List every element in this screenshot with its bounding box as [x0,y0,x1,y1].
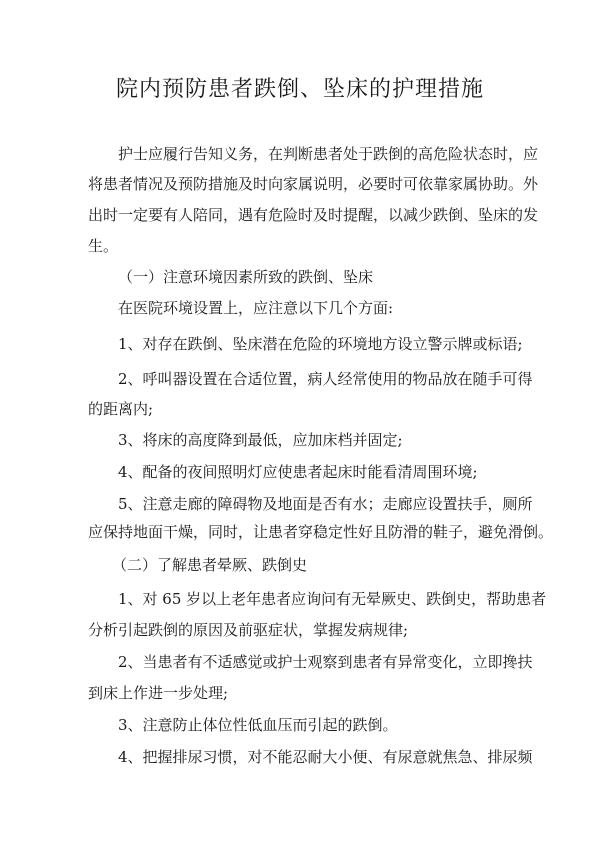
paragraph-line: 在医院环境设置上，应注意以下几个方面: [118,299,394,317]
list-item-continuation: 应保持地面干燥，同时，让患者穿稳定性好且防滑的鞋子，避免滑倒。 [88,523,554,541]
list-item: 4、把握排尿习惯，对不能忍耐大小便、有尿意就焦急、排尿频 [118,748,533,766]
paragraph-line: 护士应履行告知义务，在判断患者处于跌倒的高危险状态时，应 [118,145,539,163]
paragraph-line: 生。 [88,237,119,255]
list-item: 3、将床的高度降到最低，应加床档并固定; [118,431,403,449]
list-item: 4、配备的夜间照明灯应使患者起床时能看清周围环境; [118,463,478,481]
list-item: 1、对存在跌倒、坠床潜在危险的环境地方设立警示牌或标语; [118,335,523,353]
section-heading: （二）了解患者晕厥、跌倒史 [112,556,308,574]
paragraph-line: 将患者情况及预防措施及时向家属说明，必要时可依靠家属协助。外 [88,175,539,193]
list-item-continuation: 的距离内; [88,400,154,418]
list-item: 5、注意走廊的障碍物及地面是否有水；走廊应设置扶手，厕所 [118,495,533,513]
list-item-continuation: 到床上作进一步处理; [88,684,229,702]
list-item: 2、当患者有不适感觉或护士观察到患者有异常变化，立即搀扶 [118,653,533,671]
list-item: 1、对 65 岁以上老年患者应询问有无晕厥史、跌倒史，帮助患者 [118,590,547,608]
list-item-continuation: 分析引起跌倒的原因及前驱症状，掌握发病规律; [88,621,409,639]
document-title: 院内预防患者跌倒、坠床的护理措施 [115,77,484,102]
paragraph-line: 出时一定要有人陪同，遇有危险时及时提醒，以减少跌倒、坠床的发 [88,206,539,224]
list-item: 3、注意防止体位性低血压而引起的跌倒。 [118,716,398,734]
section-heading: （一）注意环境因素所致的跌倒、坠床 [118,268,374,286]
list-item: 2、呼叫器设置在合适位置，病人经常使用的物品放在随手可得 [118,370,533,388]
